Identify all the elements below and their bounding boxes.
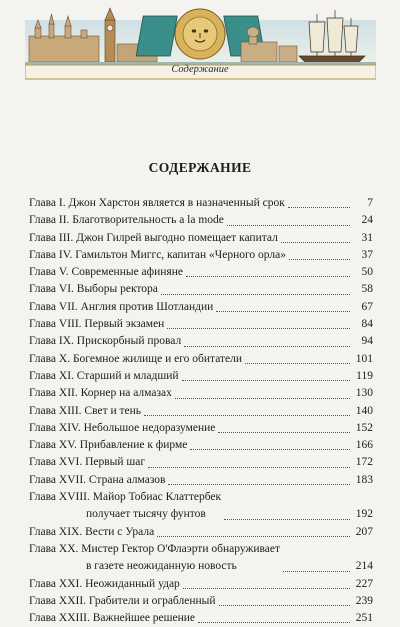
toc-entry-title: Глава VIII. Первый экзамен <box>29 318 165 331</box>
toc-entry-title-continuation: в газете неожиданную новость <box>86 560 237 573</box>
toc-entry <box>29 281 373 298</box>
toc-entry-page: 251 <box>355 612 373 625</box>
leader-dots <box>184 346 350 347</box>
leader-dots <box>216 311 350 312</box>
toc-entry-page: 119 <box>356 369 373 382</box>
toc-entry-title: Глава VII. Англия против Шотландии <box>29 300 214 313</box>
toc-entry-page: 192 <box>355 508 373 521</box>
leader-dots <box>183 588 350 589</box>
toc-entry <box>29 230 373 247</box>
toc-entry-title: Глава IV. Гамильтон Миггс, капитан «Черного орла» <box>29 248 287 261</box>
leader-dots <box>283 571 350 572</box>
toc-entry-title: Глава XV. Прибавление к фирме <box>29 439 188 452</box>
leader-dots <box>157 536 350 537</box>
toc-entry-page: 7 <box>367 197 373 209</box>
toc-entry-page: 214 <box>355 560 373 573</box>
toc-entry <box>29 454 373 471</box>
toc-entry-page: 94 <box>361 335 373 348</box>
table-of-contents <box>29 195 373 627</box>
leader-dots <box>148 467 350 468</box>
toc-entry-page: 84 <box>361 318 373 331</box>
leader-dots <box>190 449 350 450</box>
leader-dots <box>144 415 350 416</box>
leader-dots <box>175 398 350 399</box>
toc-entry-page: 101 <box>355 352 373 365</box>
toc-entry <box>29 368 373 385</box>
toc-entry <box>29 593 373 610</box>
toc-entry-title: Глава I. Джон Харстон является в назначенный срок <box>29 197 285 209</box>
leader-dots <box>167 328 350 329</box>
leader-dots <box>186 276 350 277</box>
leader-dots <box>224 519 350 520</box>
toc-entry <box>29 316 373 333</box>
toc-entry-page: 31 <box>361 231 373 244</box>
toc-entry-title: Глава XII. Корнер на алмазах <box>29 387 172 400</box>
leader-dots <box>161 294 350 295</box>
toc-entry-title: Глава XIII. Свет и тень <box>29 404 142 417</box>
leader-dots <box>281 242 350 243</box>
leader-dots <box>182 380 350 381</box>
toc-entry <box>29 385 373 402</box>
toc-entry-page: 207 <box>355 525 373 538</box>
toc-entry-page: 239 <box>355 594 373 607</box>
toc-entry-title: Глава XVI. Первый шаг <box>29 456 146 469</box>
toc-entry <box>29 264 373 281</box>
leader-dots <box>219 605 350 606</box>
toc-entry-title: Глава V. Современные афиняне <box>29 266 183 279</box>
toc-entry-title: Глава X. Богемное жилище и его обитатели <box>29 352 243 365</box>
toc-entry-title: Глава XX. Мистер Гектор О'Флаэрти обнаруживает <box>29 542 281 555</box>
toc-entry-page: 166 <box>355 439 373 452</box>
toc-entry <box>29 437 373 454</box>
toc-entry <box>29 403 373 420</box>
toc-entry-page: 50 <box>361 266 373 279</box>
toc-entry-title: Глава XVII. Страна алмазов <box>29 473 166 486</box>
toc-entry <box>29 351 373 368</box>
toc-entry-page: 130 <box>355 387 373 400</box>
toc-entry <box>29 576 373 593</box>
toc-entry-page: 140 <box>355 404 373 417</box>
toc-entry-title: Глава XIV. Небольшое недоразумение <box>29 421 216 434</box>
toc-entry-page: 58 <box>361 283 373 296</box>
toc-entry-page: 24 <box>361 214 373 227</box>
toc-entry <box>29 299 373 316</box>
clock-tower-icon <box>105 8 115 62</box>
toc-entry-title: Глава VI. Выборы ректора <box>29 283 158 296</box>
leader-dots <box>198 622 350 623</box>
toc-entry <box>29 195 373 212</box>
leader-dots <box>168 484 350 485</box>
toc-entry <box>29 420 373 437</box>
toc-entry <box>29 489 373 524</box>
toc-entry-title: Глава II. Благотворительность a la mode <box>29 214 224 227</box>
leader-dots <box>227 225 350 226</box>
toc-entry-title: Глава XXII. Грабители и ограбленный <box>29 594 216 607</box>
leader-dots <box>218 432 350 433</box>
leader-dots <box>289 259 350 260</box>
toc-heading: СОДЕРЖАНИЕ <box>148 160 252 175</box>
toc-entry-title: Глава XXI. Неожиданный удар <box>29 577 180 590</box>
toc-entry <box>29 541 373 576</box>
toc-entry-title: Глава XI. Старший и младший <box>29 369 179 382</box>
toc-entry <box>29 610 373 627</box>
toc-entry-title-continuation: получает тысячу фунтов <box>86 508 206 521</box>
toc-entry-title: Глава XIX. Вести с Урала <box>29 525 155 538</box>
toc-entry-page: 183 <box>355 473 373 486</box>
leader-dots <box>245 363 350 364</box>
toc-entry <box>29 524 373 541</box>
toc-entry-page: 172 <box>355 456 373 469</box>
toc-entry <box>29 247 373 264</box>
toc-entry-title: Глава XVIII. Майор Тобиас Клаттербек <box>29 491 222 504</box>
toc-entry-title: Глава XXIII. Важнейшее решение <box>29 612 196 625</box>
toc-entry-page: 67 <box>361 300 373 313</box>
toc-entry-page: 227 <box>355 577 373 590</box>
toc-entry-page: 152 <box>355 421 373 434</box>
running-title: Содержание <box>171 64 229 75</box>
toc-entry <box>29 212 373 229</box>
toc-entry-title: Глава III. Джон Гилрей выгодно помещает капитал <box>29 231 278 244</box>
leader-dots <box>288 207 350 208</box>
toc-entry <box>29 333 373 350</box>
toc-entry <box>29 472 373 489</box>
toc-entry-title: Глава IX. Прискорбный провал <box>29 335 182 348</box>
toc-entry-page: 37 <box>361 248 373 261</box>
